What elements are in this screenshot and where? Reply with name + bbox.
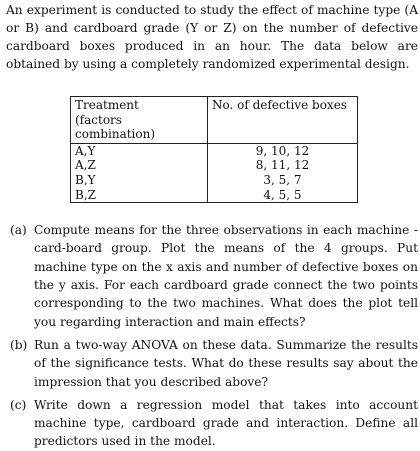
treatment-cell: A,Y (71, 143, 208, 158)
treatment-cell: B,Y (71, 173, 208, 188)
data-table (70, 96, 358, 203)
table-row (71, 188, 358, 203)
table-row (71, 158, 358, 173)
data-table-container (70, 96, 358, 203)
table-row (71, 143, 358, 158)
question-marker: (a) (10, 223, 27, 238)
table-row (71, 173, 358, 188)
count-cell: 3, 5, 7 (208, 173, 358, 188)
question-text: Run a two-way ANOVA on these data. Summarize the results of the significance tests. What do these results say about the impression that you described above? (34, 337, 418, 389)
treatment-header-label: Treatment (75, 98, 139, 112)
intro-paragraph: An experiment is conducted to study the effect of machine type (A or B) and cardboard grade (Y or Z) on the number of defective cardboard boxes produced in an hour. The data below are obtained by using a completely randomized experimental design. (6, 3, 418, 71)
question-marker: (b) (10, 337, 28, 352)
treatment-header (71, 97, 208, 144)
treatment-cell: A,Z (71, 158, 208, 173)
question-item-a (6, 221, 418, 331)
count-header: No. of defective boxes (208, 97, 358, 144)
count-cell: 8, 11, 12 (208, 158, 358, 173)
question-item-c (6, 396, 418, 451)
question-list (6, 221, 418, 451)
treatment-cell: B,Z (71, 188, 208, 203)
treatment-header-sublabel: (factors combination) (75, 112, 156, 142)
question-text: Compute means for the three observations in each machine - card-board group. Plot the means of the 4 groups. Put machine type on the x axis and number of defective boxes on the y axis. For each cardboard grade connect the two points corresponding to the two machines. What does the plot tell you regarding interaction and main effects? (34, 223, 418, 329)
question-text: Write down a regression model that takes into account machine type, cardboard grade and interaction. Define all predictors used in the model. (34, 397, 418, 449)
question-item-b (6, 336, 418, 391)
count-cell: 4, 5, 5 (208, 188, 358, 203)
question-marker: (c) (10, 397, 27, 412)
count-cell: 9, 10, 12 (208, 143, 358, 158)
table-header-row (71, 97, 358, 144)
